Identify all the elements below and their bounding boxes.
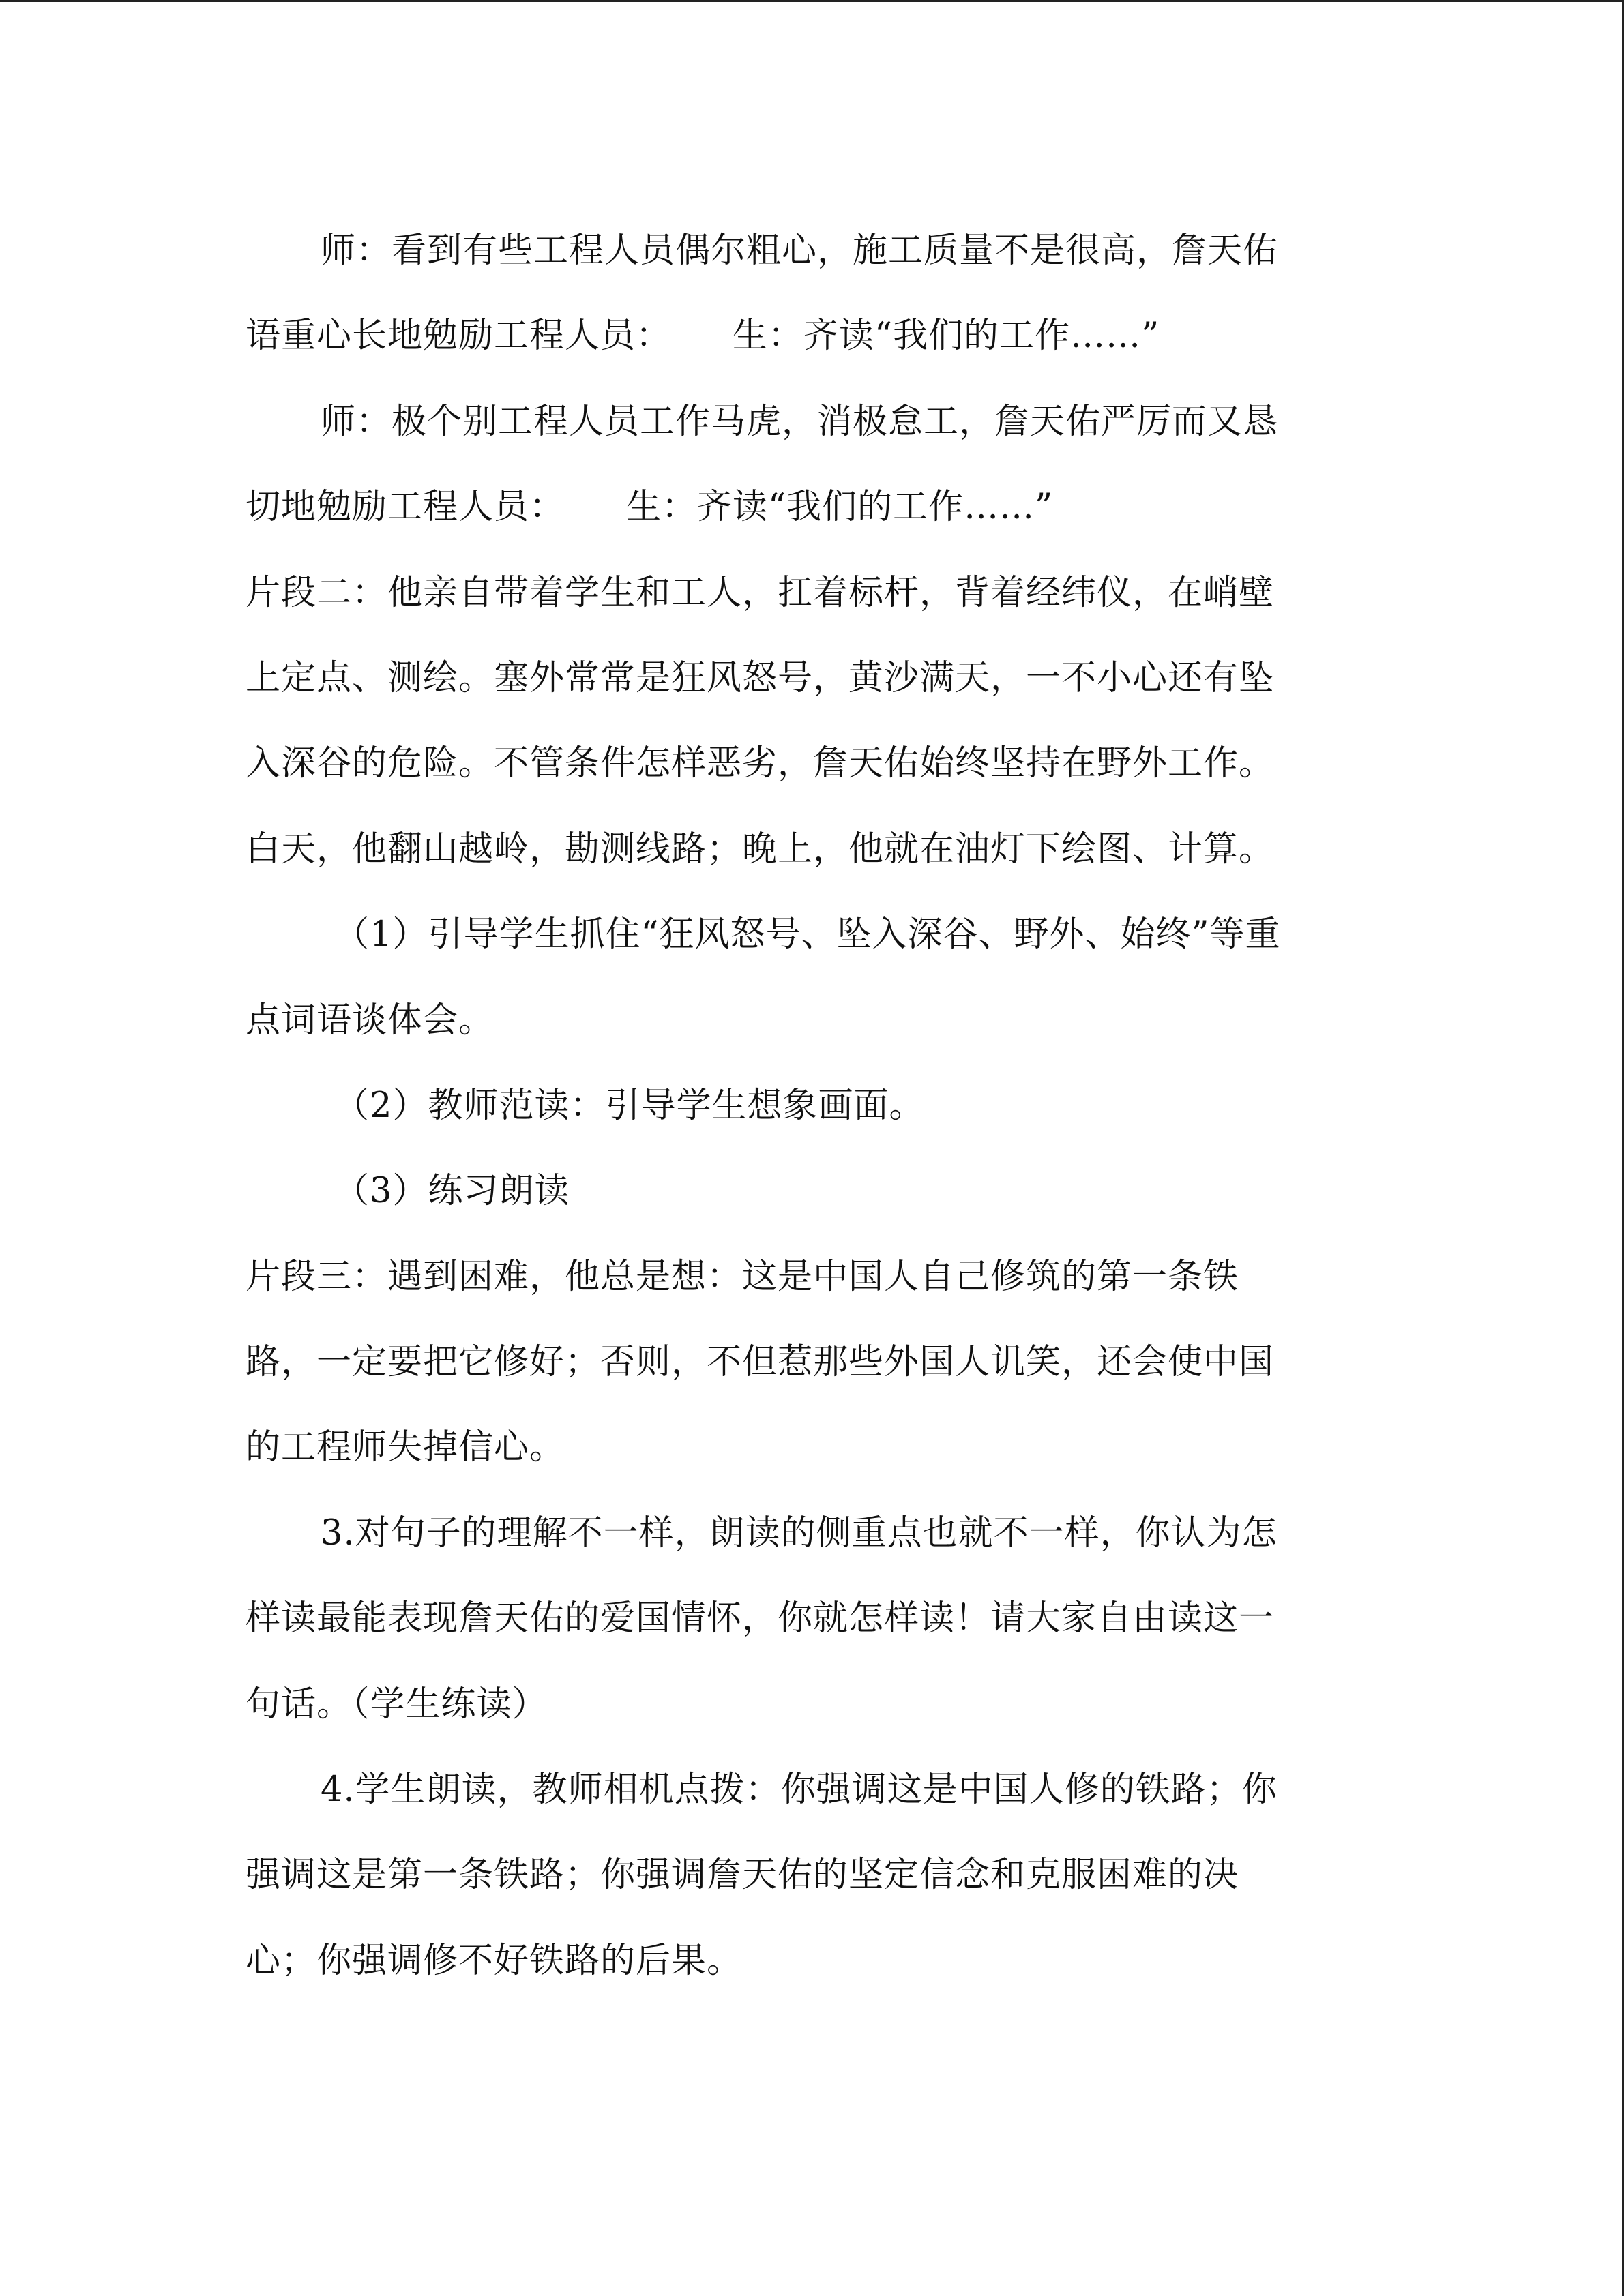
page-top-edge [0,0,1624,2]
item-4-line-3: 心；你强调修不好铁路的后果。 [246,1940,743,1981]
paragraph-2-line-2-text: 切地勉励工程人员： [246,487,565,528]
step-2-line: （2）教师范读：引导学生想象画面。 [334,1085,925,1126]
paragraph-1-line-2 [246,293,1378,378]
segment-3-line-2: 路，一定要把它修好；否则，不但惹那些外国人讥笑，还会使中国 [246,1342,1275,1383]
item-3-line-1: 3.对句子的理解不一样，朗读的侧重点也就不一样，你认为怎 [321,1512,1278,1553]
item-3-line-2: 样读最能表现詹天佑的爱国情怀，你就怎样读！请大家自由读这一 [246,1598,1275,1639]
paragraph-1-line-2-text: 语重心长地勉励工程人员： [246,316,672,357]
document-body [246,208,1378,2003]
step-1-line-1: （1）引导学生抓住“狂风怒号、坠入深谷、野外、始终”等重 [334,914,1281,955]
segment-2-line-4: 白天，他翻山越岭，勘测线路；晚上，他就在油灯下绘图、计算。 [246,829,1275,869]
item-3-line-3: 句话。（学生练读） [246,1684,548,1725]
step-1-line-2: 点词语谈体会。 [246,1000,494,1041]
item-4-line-2: 强调这是第一条铁路；你强调詹天佑的坚定信念和克服困难的决 [246,1855,1239,1896]
segment-2-line-1: 片段二：他亲自带着学生和工人，扛着标杆，背着经纬仪，在峭壁 [246,572,1275,613]
paragraph-2-line-1: 师：极个别工程人员工作马虎，消极怠工，詹天佑严厉而又恳 [321,401,1279,442]
segment-3-line-3: 的工程师失掉信心。 [246,1427,565,1468]
step-3-line: （3）练习朗读 [334,1171,570,1212]
segment-3-line-1: 片段三：遇到困难，他总是想：这是中国人自己修筑的第一条铁 [246,1256,1239,1297]
paragraph-1-line-1: 师：看到有些工程人员偶尔粗心，施工质量不是很高，詹天佑 [321,230,1279,271]
paragraph-2-response: 生：齐读“我们的工作……” [626,487,1054,528]
paragraph-1-response: 生：齐读“我们的工作……” [733,316,1160,357]
segment-2-line-2: 上定点、测绘。塞外常常是狂风怒号，黄沙满天，一不小心还有坠 [246,657,1275,698]
paragraph-2-line-2 [246,464,1378,550]
item-4-line-1: 4.学生朗读，教师相机点拨：你强调这是中国人修的铁路；你 [321,1770,1278,1810]
segment-2-line-3: 入深谷的危险。不管条件怎样恶劣，詹天佑始终坚持在野外工作。 [246,743,1275,784]
